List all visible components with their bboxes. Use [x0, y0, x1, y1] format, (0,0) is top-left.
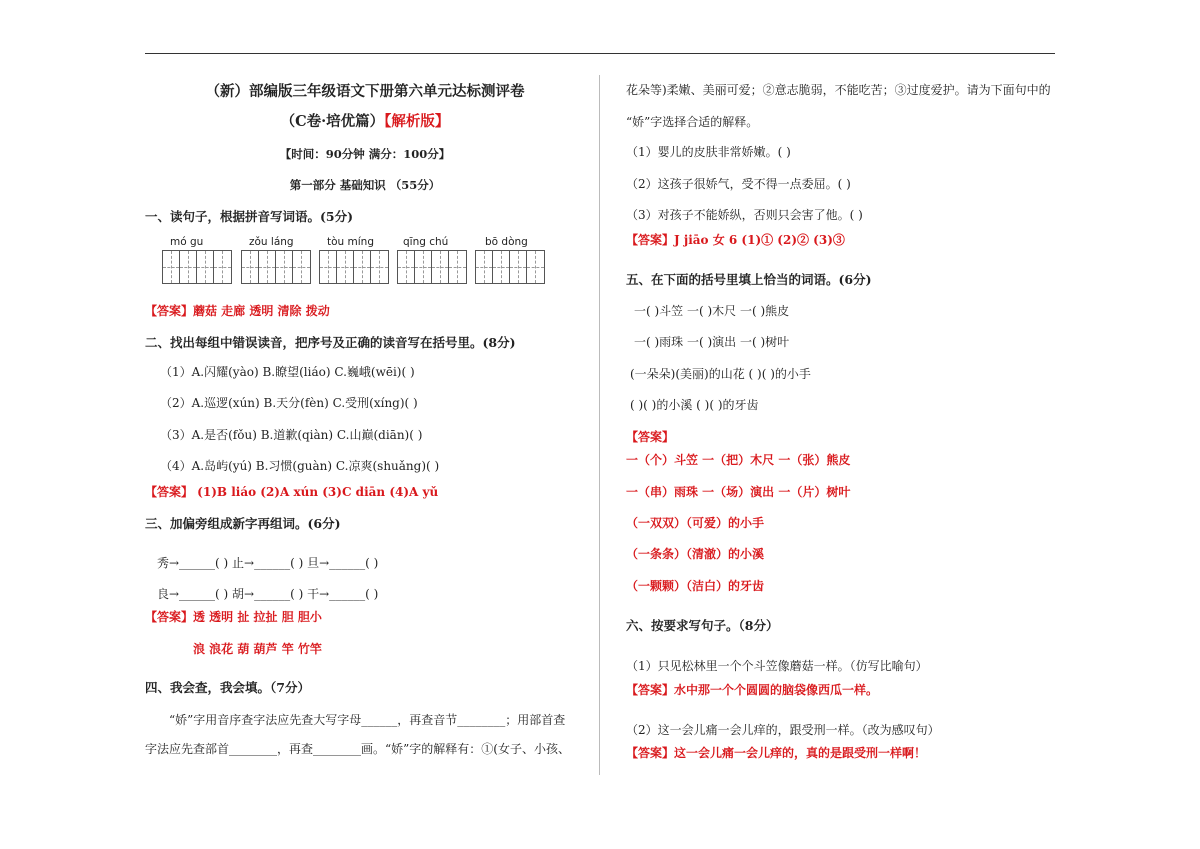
question-4-para-2: 字法应先查部首________，再查________画。“娇”字的解释有：①(女子、小孩、: [145, 742, 570, 756]
writing-grid-3[interactable]: [319, 250, 389, 284]
question-3-row-2: 良→______( ) 胡→______( ) 干→______( ): [157, 587, 379, 601]
question-2-row-4: （4）A.岛屿(yú) B.习惯(guàn) C.凉爽(shuǎng)( ): [160, 459, 440, 473]
question-6-item-1: （1）只见松林里一个个斗笠像蘑菇一样。（仿写比喻句）: [626, 659, 928, 673]
question-2-row-2: （2）A.巡逻(xún) B.天分(fèn) C.受刑(xíng)( ): [160, 396, 418, 410]
question-1-answer: 【答案】蘑菇 走廊 透明 清除 拨动: [145, 304, 330, 318]
question-6-answer-2: 【答案】这一会儿痛一会儿痒的，真的是跟受刑一样啊！: [626, 746, 927, 760]
pinyin-1: mó gu: [170, 236, 204, 248]
question-6-answer-1: 【答案】水中那一个个圆圆的脑袋像西瓜一样。: [626, 683, 879, 697]
page-subtitle: [145, 110, 585, 131]
question-5-answer-label: 【答案】: [626, 430, 675, 444]
question-4-para-1: “娇”字用音序查字法应先查大写字母______，再查音节________；用部首查: [169, 713, 566, 727]
question-5-answer-3: （一双双）（可爱）的小手: [626, 516, 765, 530]
question-4-para-4: “娇”字选择合适的解释。: [626, 115, 759, 129]
question-5-answer-2: 一（串）雨珠 一（场）演出 一（片）树叶: [626, 485, 851, 499]
question-5-answer-1: 一（个）斗笠 一（把）木尺 一（张）熊皮: [626, 453, 851, 467]
question-4-item-2: （2）这孩子很娇气，受不得一点委屈。( ): [626, 177, 851, 191]
question-2-heading: 二、找出每组中错误读音，把序号及正确的读音写在括号里。(8分): [145, 335, 516, 350]
writing-grid-1[interactable]: [162, 250, 232, 284]
question-5-heading: 五、在下面的括号里填上恰当的词语。(6分): [626, 272, 872, 287]
pinyin-3: tòu míng: [327, 236, 374, 248]
question-2-answer: 【答案】 (1)B liáo (2)A xún (3)C diān (4)A yǔ: [145, 485, 439, 499]
question-5-row-2: 一( )雨珠 一( )演出 一( )树叶: [634, 335, 790, 349]
question-4-heading: 四、我会查，我会填。（7分）: [145, 680, 310, 695]
question-5-answer-4: （一条条）（清澈）的小溪: [626, 547, 765, 561]
writing-grid-4[interactable]: [397, 250, 467, 284]
question-2-row-3: （3）A.是否(fǒu) B.道歉(qiàn) C.山巅(diān)( ): [160, 428, 423, 442]
column-divider: [599, 75, 600, 775]
part-heading: 第一部分 基础知识 （55分）: [289, 178, 441, 192]
writing-grid-5[interactable]: [475, 250, 545, 284]
pinyin-4: qīng chú: [403, 236, 449, 248]
question-5-row-3: (一朵朵)(美丽)的山花 ( )( )的小手: [630, 367, 811, 381]
question-5-answer-5: （一颗颗）（洁白）的牙齿: [626, 579, 765, 593]
question-5-row-1: 一( )斗笠 一( )木尺 一( )熊皮: [634, 304, 790, 318]
question-4-item-1: （1）婴儿的皮肤非常娇嫩。( ): [626, 145, 791, 159]
question-3-heading: 三、加偏旁组成新字再组词。(6分): [145, 516, 341, 531]
subtitle-answer-edition: 【解析版】: [384, 113, 450, 130]
question-3-answer-2: 浪 浪花 葫 葫芦 竿 竹竿: [193, 642, 322, 656]
question-4-para-3: 花朵等)柔嫩、美丽可爱；②意志脆弱，不能吃苦；③过度爱护。请为下面句中的: [626, 83, 1051, 97]
question-5-row-4: ( )( )的小溪 ( )( )的牙齿: [630, 398, 759, 412]
page-title: （新）部编版三年级语文下册第六单元达标测评卷: [205, 83, 525, 100]
pinyin-5: bō dòng: [485, 236, 528, 248]
question-6-item-2: （2）这一会儿痛一会儿痒的，跟受刑一样。（改为感叹句）: [626, 723, 940, 737]
question-4-answer: 【答案】J jiāo 女 6 (1)① (2)② (3)③: [626, 233, 845, 247]
question-1-heading: 一、读句子，根据拼音写词语。(5分): [145, 209, 354, 224]
writing-grid-2[interactable]: [241, 250, 311, 284]
time-info: 【时间：90分钟 满分：100分】: [279, 147, 451, 161]
question-6-heading: 六、按要求写句子。（8分）: [626, 618, 779, 633]
question-3-answer-1: 【答案】透 透明 扯 拉扯 胆 胆小: [145, 610, 322, 624]
question-3-row-1: 秀→______( ) 止→______( ) 旦→______( ): [157, 556, 379, 570]
question-4-item-3: （3）对孩子不能娇纵，否则只会害了他。( ): [626, 208, 863, 222]
question-2-row-1: （1）A.闪耀(yào) B.瞭望(liáo) C.巍峨(wēi)( ): [160, 365, 415, 379]
pinyin-2: zǒu láng: [249, 236, 294, 248]
subtitle-edition: （C卷·培优篇）: [280, 113, 385, 130]
top-rule: [145, 53, 1055, 54]
